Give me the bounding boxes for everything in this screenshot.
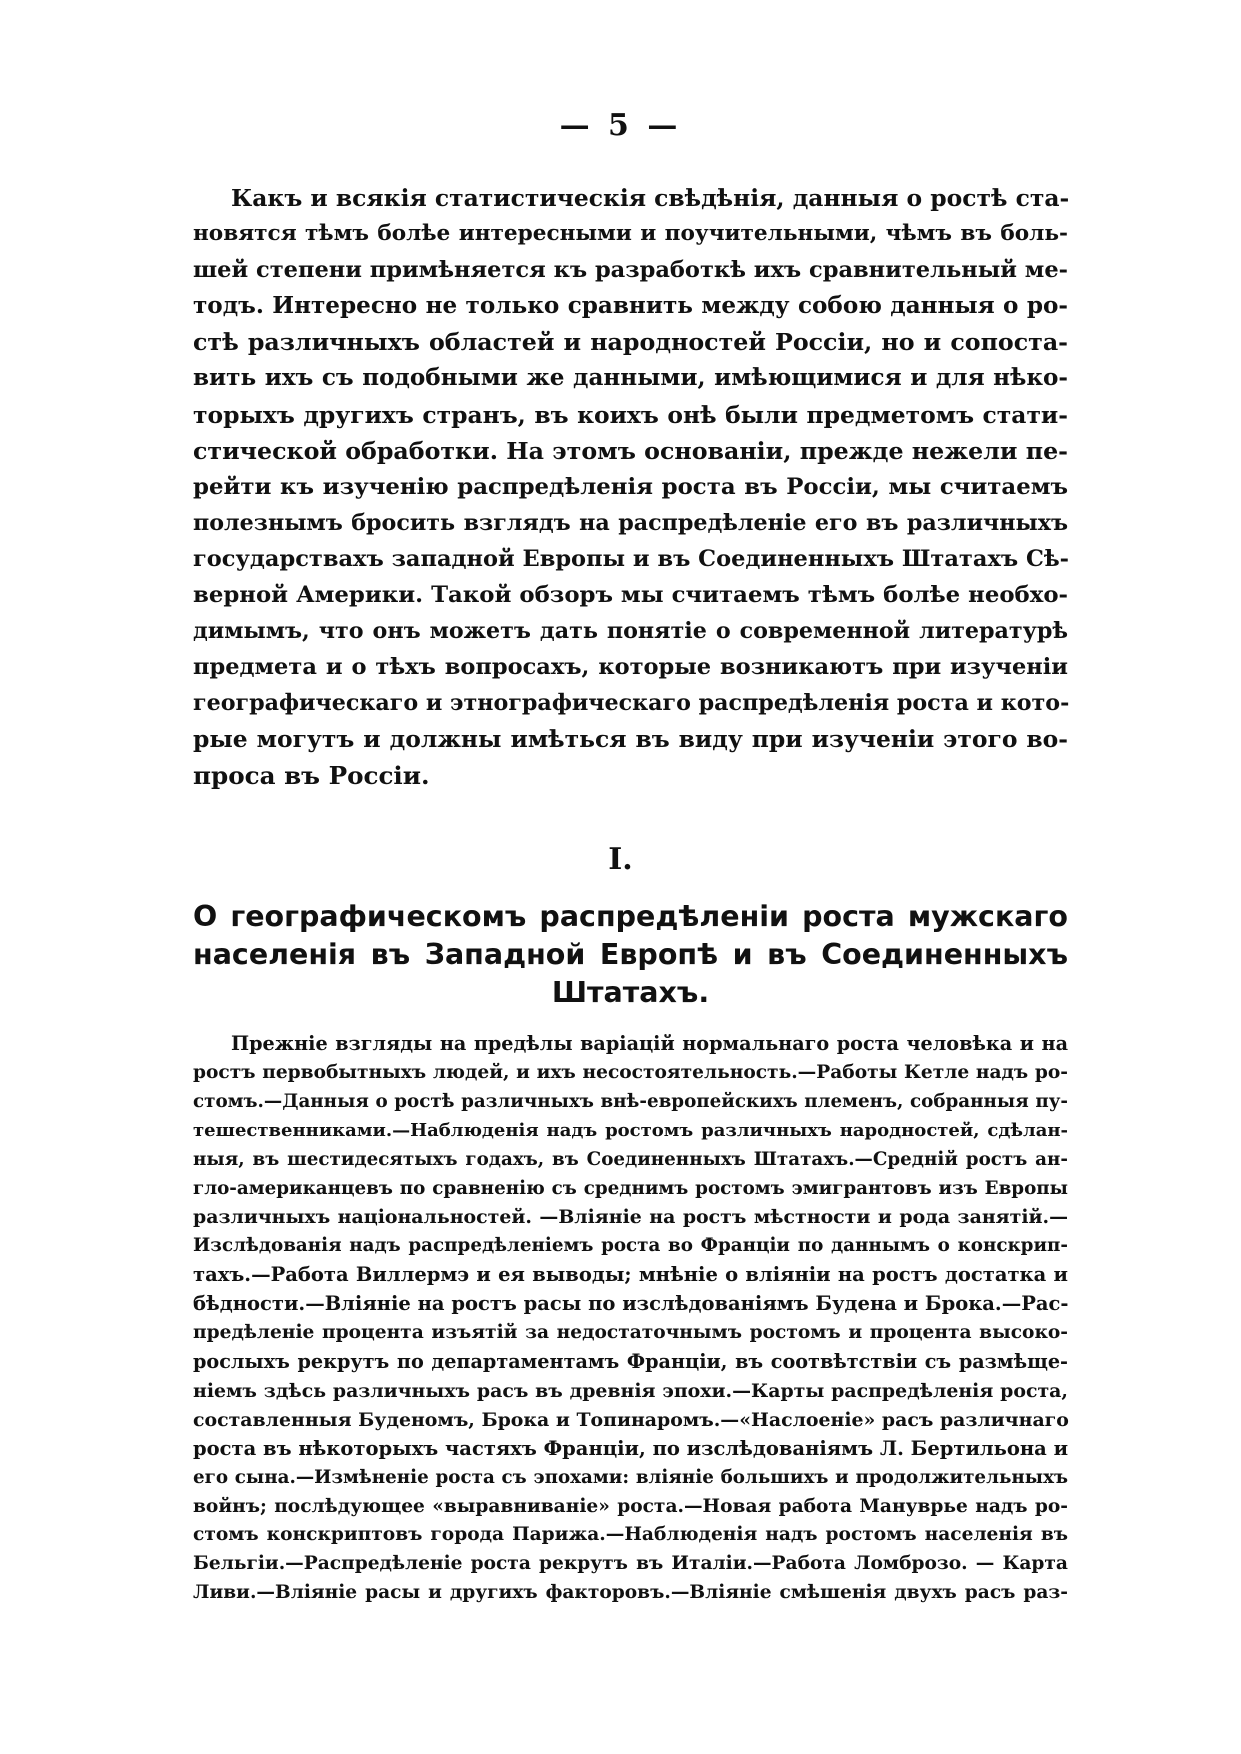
paragraph-line: стѣ различныхъ областей и народностей Россіи, но и сопоста- <box>193 328 1068 357</box>
summary-line: его сына.—Измѣненіе роста съ эпохами: вліяніе большихъ и продолжительныхъ <box>193 1466 1068 1488</box>
summary-line: рослыхъ рекрутъ по департаментамъ Франціи, въ соотвѣтствіи съ размѣще- <box>193 1349 1068 1373</box>
paragraph-line: проса въ Россіи. <box>193 760 430 790</box>
summary-line: ніемъ здѣсь различныхъ расъ въ древнія эпохи.—Карты распредѣленія роста, <box>193 1379 1068 1402</box>
paragraph-line: торыхъ другихъ странъ, въ коихъ онѣ были предметомъ стати- <box>193 400 1068 429</box>
paragraph-line: шей степени примѣняется къ разработкѣ ихъ сравнительный ме- <box>193 257 1068 284</box>
paragraph-line: государствахъ западной Европы и въ Соединенныхъ Штатахъ Сѣ- <box>193 545 1070 572</box>
summary-line: стомъ.—Данныя о ростѣ различныхъ внѣ-европейскихъ племенъ, собранныя пу- <box>193 1090 1068 1112</box>
intro-paragraph <box>193 180 1068 794</box>
paragraph-line: верной Америки. Такой обзоръ мы считаемъ тѣмъ болѣе необхо- <box>193 582 1068 609</box>
chapter-title <box>193 898 1068 1012</box>
paragraph-line: полезнымъ бросить взглядъ на распредѣленіе его въ различныхъ <box>193 509 1068 536</box>
summary-line: различныхъ національностей. —Вліяніе на ростъ мѣстности и рода занятій.— <box>193 1206 1068 1229</box>
chapter-title-line: О географическомъ распредѣленіи роста мужскаго <box>193 900 1068 933</box>
chapter-title-line: населенія въ Западной Европѣ и въ Соединенныхъ <box>193 938 1068 971</box>
summary-line: составленныя Буденомъ, Брока и Топинаромъ.—«Наслоеніе» расъ различнаго <box>193 1408 1069 1431</box>
summary-line: Прежніе взгляды на предѣлы варіацій нормальнаго роста человѣка и на <box>231 1032 1068 1055</box>
page-number: — 5 — <box>559 108 682 143</box>
paragraph-line: рейти къ изученію распредѣленія роста въ Россіи, мы считаемъ <box>193 473 1068 500</box>
summary-line: роста въ нѣкоторыхъ частяхъ Франціи, по изслѣдованіямъ Л. Бертильона и <box>193 1436 1069 1460</box>
summary-line: войнъ; послѣдующее «выравниваніе» роста.—Новая работа Мануврье надъ ро- <box>193 1495 1068 1517</box>
summary-line: стомъ конскриптовъ города Парижа.—Наблюденія надъ ростомъ населенія въ <box>193 1524 1068 1546</box>
paragraph-line: тодъ. Интересно не только сравнить между собою данныя о ро- <box>193 292 1068 320</box>
paragraph-line: Какъ и всякія статистическія свѣдѣнія, данныя о ростѣ ста- <box>231 184 1070 212</box>
summary-line: ростъ первобытныхъ людей, и ихъ несостоятельность.—Работы Кетле надъ ро- <box>193 1061 1068 1083</box>
summary-line: Бельгіи.—Распредѣленіе роста рекрутъ въ Италіи.—Работа Ломброзо. — Карта <box>193 1553 1068 1575</box>
chapter-number: I. <box>608 842 633 877</box>
paragraph-line: новятся тѣмъ болѣе интересными и поучительными, чѣмъ въ боль- <box>193 221 1068 247</box>
paragraph-line: вить ихъ съ подобными же данными, имѣющимися и для нѣко- <box>193 364 1068 392</box>
summary-line: предѣленіе процента изъятій за недостаточнымъ ростомъ и процента высоко- <box>193 1322 1068 1344</box>
summary-line: тешественниками.—Наблюденія надъ ростомъ различныхъ народностей, сдѣлан- <box>193 1119 1068 1141</box>
summary-line: Изслѣдованія надъ распредѣленіемъ роста во Франціи по даннымъ о конскрип- <box>193 1235 1068 1257</box>
summary-line: ныя, въ шестидесятыхъ годахъ, въ Соединенныхъ Штатахъ.—Средній ростъ ан- <box>193 1148 1068 1170</box>
summary-line: гло-американцевъ по сравненію съ среднимъ ростомъ эмигрантовъ изъ Европы <box>193 1177 1068 1199</box>
summary-line: тахъ.—Работа Виллермэ и ея выводы; мнѣніе о вліяніи на ростъ достатка и <box>193 1263 1068 1287</box>
paragraph-line: рые могутъ и должны имѣться въ виду при изученіи этого во- <box>193 725 1068 754</box>
summary-line: Ливи.—Вліяніе расы и другихъ факторовъ.—Вліяніе смѣшенія двухъ расъ раз- <box>193 1582 1068 1604</box>
paragraph-line: стической обработки. На этомъ основаніи, прежде нежели пе- <box>193 436 1068 465</box>
chapter-title-line: Штатахъ. <box>551 976 710 1009</box>
paragraph-line: географическаго и этнографическаго распредѣленія роста и кото- <box>193 690 1070 717</box>
paragraph-line: димымъ, что онъ можетъ дать понятіе о современной литературѣ <box>193 618 1068 645</box>
paragraph-line: предмета и о тѣхъ вопросахъ, которые возникаютъ при изученіи <box>193 654 1068 681</box>
chapter-summary <box>193 1030 1068 1608</box>
summary-line: бѣдности.—Вліяніе на ростъ расы по изслѣдованіямъ Будена и Брока.—Рас- <box>193 1292 1069 1316</box>
